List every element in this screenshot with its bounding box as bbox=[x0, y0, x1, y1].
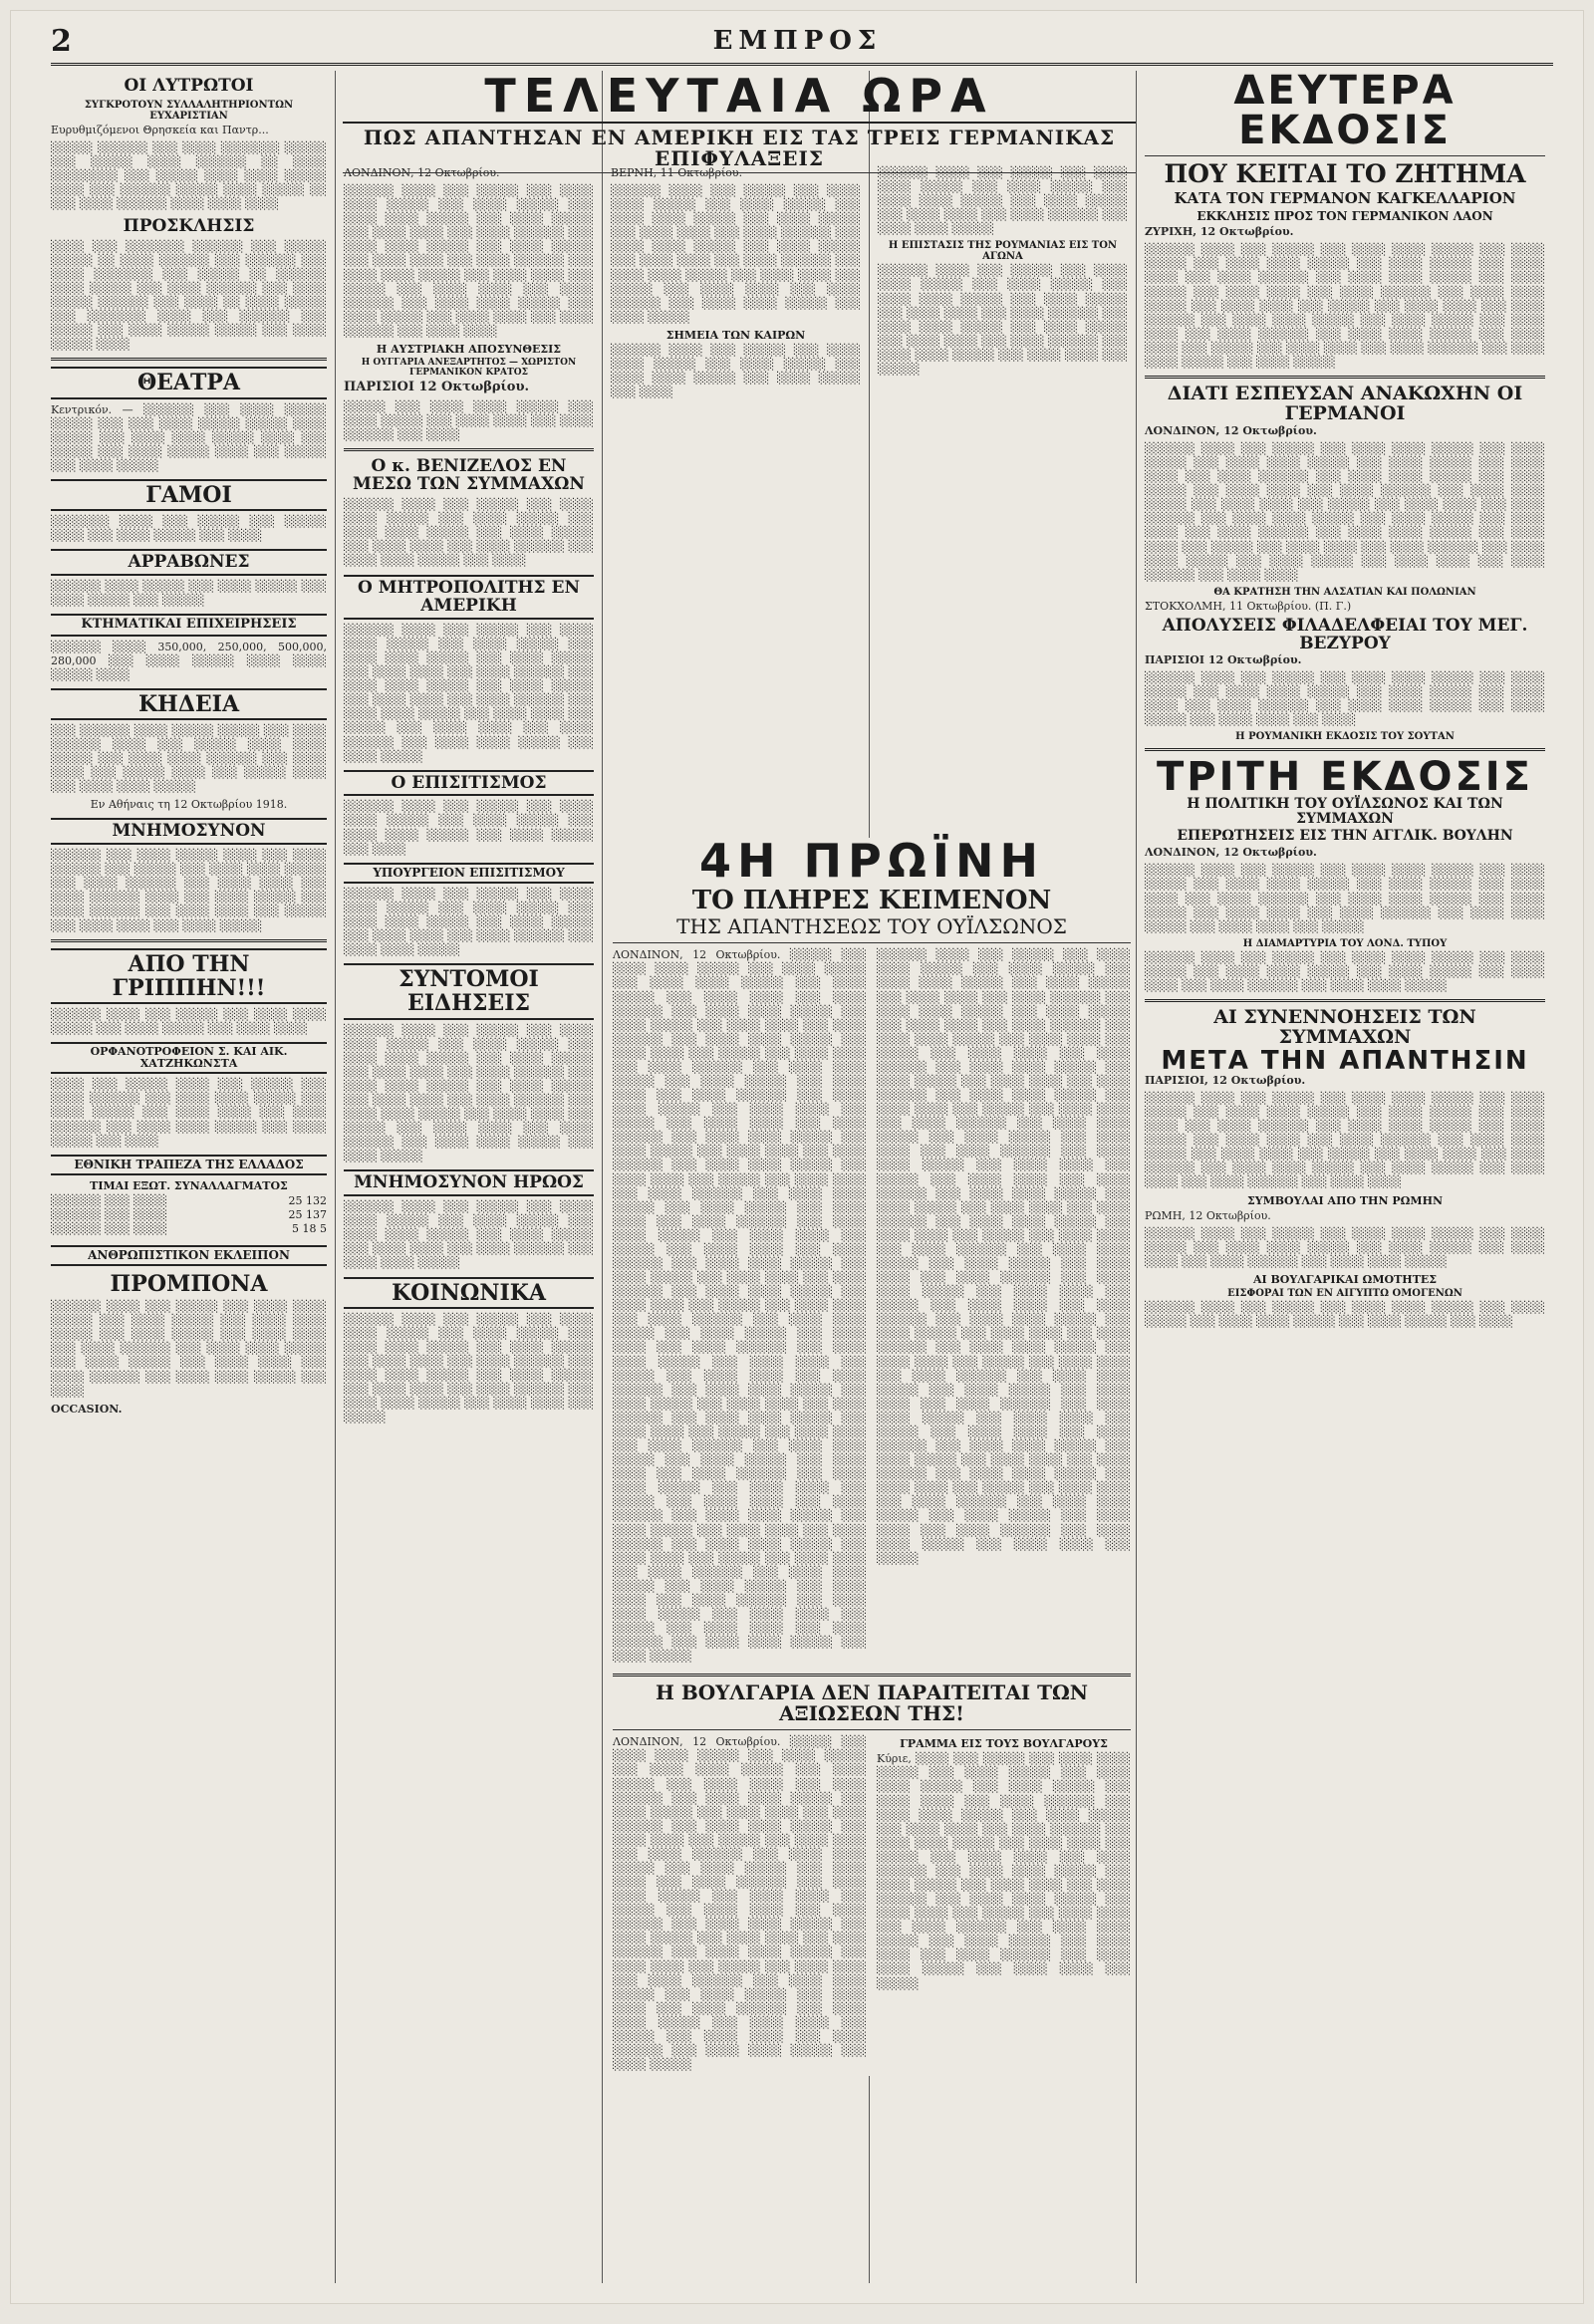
heading-pliris-keimenon: ΤΟ ΠΛΗΡΕΣ ΚΕΙΜΕΝΟΝ bbox=[691, 886, 1052, 915]
heading-synennoiseis: ΑΙ ΣΥΝΕΝΝΟΗΣΕΙΣ ΤΩΝ ΣΥΜΜΑΧΩΝ bbox=[1213, 1006, 1476, 1048]
heading-eperotiseis: ΕΠΕΡΩΤΗΣΕΙΣ ΕΙΣ ΤΗΝ ΑΓΓΛΙΚ. ΒΟΥΛΗΝ bbox=[1177, 828, 1513, 845]
heading-episitismos: Ο ΕΠΙΣΙΤΙΣΜΟΣ bbox=[344, 770, 594, 797]
mid-span: 4Η ΠΡΩΪΝΗ ΤΟ ΠΛΗΡΕΣ ΚΕΙΜΕΝΟΝ ΤΗΣ ΑΠΑΝΤΗΣΕΩΣ ΤΟΥ ΟΥΪΛΣΩΝΟΣ ΛΟΝΔΙΝΟΝ, 12 Οκτωβρίου. ░░░░░ ░░░ ░░░░ ░░░░ ░░░░░ ░░░ ░░░░ ░░░░░ ░░░ ░░░░ ░░░░ ░░░░░ ░░░ ░░░░ ░░░░░ ░░░ ░░░░ ░░░░ ░░░ ░░░░ ░░░░░░ ░░░ ░░░░ ░░░░ ░░░░░ ░░░ ░░░░ ░░░░░ ░░░ ░░░░ ░░░░ ░░░ ░░░░ ░░░░░░ ░░░ ░░░░ ░░░░ ░░░░░ ░░░ ░░░░ ░░░░ ░░░ ░░░░░ ░░░ ░░░░ ░░░░ ░░░ ░░░░ ░░░░░░ ░░░ ░░░░ ░░░░ ░░░░░ ░░░ ░░░░ ░░░░░ ░░░ ░░░░ ░░░░ ░░░ ░░░░ ░░░░░░ ░░░ ░░░░ ░░░░ ░░░░░ ░░░ ░░░░ ░░░░ ░░░ ░░░░░ ░░░ ░░░░ ░░░░ ░░░ ░░░░ ░░░░░░ ░░░ ░░░░ ░░░░ ░░░░░ ░░░ ░░░░ ░░░░░ ░░░ ░░░░ ░░░░ ░░░ ░░░░ ░░░░░░ ░░░ ░░░░ ░░░░ ░░░░░ ░░░ ░░░░ ░░░░ ░░░ ░░░░░ ░░░ ░░░░ ░░░░ ░░░ ░░░░ ░░░░░░ ░░░ ░░░░ ░░░░ ░░░░░ ░░░ ░░░░ ░░░░░ ░░░ ░░░░ ░░░░ ░░░ ░░░░ ░░░░░░ ░░░ ░░░░ ░░░░ ░░░░░ ░░░ ░░░░ ░░░░ ░░░ ░░░░░ ░░░ ░░░░ ░░░░ ░░░ ░░░░ ░░░░░░ ░░░ ░░░░ ░░░░ ░░░░░ ░░░ ░░░░ ░░░░░ ░░░ ░░░░ ░░░░ ░░░ ░░░░ ░░░░░░ ░░░ ░░░░ ░░░░ ░░░░░ ░░░ ░░░░ ░░░░ ░░░ ░░░░░ ░░░ ░░░░ ░░░░ ░░░ ░░░░ ░░░░░░ ░░░ ░░░░ ░░░░ ░░░░░ ░░░ ░░░░ ░░░░░ ░░░ ░░░░ ░░░░ ░░░ ░░░░ ░░░░░░ ░░░ ░░░░ ░░░░ ░░░░░ ░░░ ░░░░ ░░░░ ░░░ ░░░░░ ░░░ ░░░░ ░░░░ ░░░ ░░░░ ░░░░░░ ░░░ ░░░░ ░░░░ ░░░░░ ░░░ ░░░░ ░░░░░ ░░░ ░░░░ ░░░░ ░░░ ░░░░ ░░░░░░ ░░░ ░░░░ ░░░░ ░░░░░ ░░░ ░░░░ ░░░░ ░░░ ░░░░░ ░░░ ░░░░ ░░░░ ░░░ ░░░░ ░░░░░░ ░░░ ░░░░ ░░░░ ░░░░░ ░░░ ░░░░ ░░░░░ ░░░ ░░░░ ░░░░ ░░░ ░░░░ ░░░░░░ ░░░ ░░░░ ░░░░ ░░░░░ ░░░ ░░░░ ░░░░ ░░░ ░░░░░ ░░░ ░░░░ ░░░░ ░░░ ░░░░ ░░░░░░ ░░░ ░░░░ ░░░░ ░░░░░ ░░░ ░░░░ ░░░░░ ░░░ ░░░░ ░░░░ ░░░ ░░░░ ░░░░░░ ░░░ ░░░░ ░░░░ ░░░░░ ░░░ ░░░░ ░░░░ ░░░ ░░░░░ ░░░ ░░░░ ░░░░ ░░░ ░░░░ ░░░░░░ ░░░ ░░░░ ░░░░ ░░░░░ ░░░ ░░░░ ░░░░░ ░░░ ░░░░ ░░░░ ░░░ ░░░░ ░░░░░░ ░░░ ░░░░ ░░░░ ░░░░░ ░░░ ░░░░ ░░░░ ░░░ ░░░░░ ░░░ ░░░░ ░░░░ ░░░ ░░░░ ░░░░░░ ░░░ ░░░░ ░░░░ ░░░░░ ░░░ ░░░░ ░░░░░ ░░░░░░ ░░░░ ░░░ ░░░░░ ░░░ ░░░░ ░░░░ ░░░░░ ░░░ ░░░░ ░░░░░ ░░░ ░░░░ ░░░░ ░░░░░ ░░░ ░░░░ ░░░░░ ░░░ ░░░░ ░░░░ ░░░ ░░░░ ░░░░░░ ░░░ ░░░░ ░░░░ ░░░░░ ░░░ ░░░░ ░░░░░ ░░░ ░░░░ ░░░░ ░░░ ░░░░ ░░░░░░ ░░░ ░░░░ ░░░░ ░░░░░ ░░░ ░░░░ ░░░░ ░░░ ░░░░░ ░░░ ░░░░ ░░░░ ░░░ ░░░░ ░░░░░░ ░░░ ░░░░ ░░░░ ░░░░░ ░░░ ░░░░ ░░░░░ ░░░ ░░░░ ░░░░ ░░░ ░░░░ ░░░░░░ ░░░ ░░░░ ░░░░ ░░░░░ ░░░ ░░░░ ░░░░ ░░░ ░░░░░ ░░░ ░░░░ ░░░░ ░░░ ░░░░ ░░░░░░ ░░░ ░░░░ ░░░░ ░░░░░ ░░░ ░░░░ ░░░░░ ░░░ ░░░░ ░░░░ ░░░ ░░░░ ░░░░░░ ░░░ ░░░░ ░░░░ ░░░░░ ░░░ ░░░░ ░░░░ ░░░ ░░░░░ ░░░ ░░░░ ░░░░ ░░░ ░░░░ ░░░░░░ ░░░ ░░░░ ░░░░ ░░░░░ ░░░ ░░░░ ░░░░░ ░░░ ░░░░ ░░░░ ░░░ ░░░░ ░░░░░░ ░░░ ░░░░ ░░░░ ░░░░░ ░░░ ░░░░ ░░░░ ░░░ ░░░░░ ░░░ ░░░░ ░░░░ ░░░ ░░░░ ░░░░░░ ░░░ ░░░░ ░░░░ ░░░░░ ░░░ ░░░░ ░░░░░ ░░░ ░░░░ ░░░░ ░░░ ░░░░ ░░░░░░ ░░░ ░░░░ ░░░░ ░░░░░ ░░░ ░░░░ ░░░░ ░░░ ░░░░░ ░░░ ░░░░ ░░░░ ░░░ ░░░░ ░░░░░░ ░░░ ░░░░ ░░░░ ░░░░░ ░░░ ░░░░ ░░░░░ ░░░ ░░░░ ░░░░ ░░░ ░░░░ ░░░░░░ ░░░ ░░░░ ░░░░ ░░░░░ ░░░ ░░░░ ░░░░ ░░░ ░░░░░ ░░░ ░░░░ ░░░░ ░░░ ░░░░ ░░░░░░ ░░░ ░░░░ ░░░░ ░░░░░ ░░░ ░░░░ ░░░░░ ░░░ ░░░░ ░░░░ ░░░ ░░░░ ░░░░░░ ░░░ ░░░░ ░░░░ ░░░░░ ░░░ ░░░░ ░░░░ ░░░ ░░░░░ ░░░ ░░░░ ░░░░ ░░░ ░░░░ ░░░░░░ ░░░ ░░░░ ░░░░ ░░░░░ ░░░ ░░░░ ░░░░░ ░░░ ░░░░ ░░░░ ░░░ ░░░░ ░░░░░░ ░░░ ░░░░ ░░░░ ░░░░░ ░░░ ░░░░ ░░░░ ░░░ ░░░░░ ░░░ ░░░░ ░░░░ ░░░ ░░░░ ░░░░░░ ░░░ ░░░░ ░░░░ ░░░░░ ░░░ ░░░░ ░░░░░ ░░░ ░░░░ ░░░░ ░░░ ░░░░ ░░░░░░ ░░░ ░░░░ ░░░░ ░░░░░ ░░░ ░░░░ ░░░░ ░░░ ░░░░░ Η ΒΟΥΛΓΑΡΙΑ ΔΕΝ ΠΑΡΑΙΤΕΙΤΑΙ ΤΩΝ ΑΞΙΩΣΕΩΝ ΤΗΣ! ΛΟΝΔΙΝΟΝ, 12 Οκτωβρίου. ░░░░░ ░░░ ░░░░ ░░░░ ░░░░░ ░░░ ░░░░ ░░░░░ ░░░ ░░░░ ░░░░ ░░░░░ ░░░ ░░░░ ░░░░░ ░░░ ░░░░ ░░░░ ░░░ ░░░░ ░░░░░░ ░░░ ░░░░ ░░░░ ░░░░░ ░░░ ░░░░ ░░░░░ ░░░ ░░░░ ░░░░ ░░░ ░░░░ ░░░░░░ ░░░ ░░░░ ░░░░ ░░░░░ ░░░ ░░░░ ░░░░ ░░░ ░░░░░ ░░░ ░░░░ ░░░░ ░░░ ░░░░ ░░░░░░ ░░░ ░░░░ ░░░░ ░░░░░ ░░░ ░░░░ ░░░░░ ░░░ ░░░░ ░░░░ ░░░ ░░░░ ░░░░░░ ░░░ ░░░░ ░░░░ ░░░░░ ░░░ ░░░░ ░░░░ ░░░ ░░░░░ ░░░ ░░░░ ░░░░ ░░░ ░░░░ ░░░░░░ ░░░ ░░░░ ░░░░ ░░░░░ ░░░ ░░░░ ░░░░░ ░░░ ░░░░ ░░░░ ░░░ ░░░░ ░░░░░░ ░░░ ░░░░ ░░░░ ░░░░░ ░░░ ░░░░ ░░░░ ░░░ ░░░░░ ░░░ ░░░░ ░░░░ ░░░ ░░░░ ░░░░░░ ░░░ ░░░░ ░░░░ ░░░░░ ░░░ ░░░░ ░░░░░ ░░░ ░░░░ ░░░░ ░░░ ░░░░ ░░░░░░ ░░░ ░░░░ ░░░░ ░░░░░ ░░░ ░░░░ ░░░░ ░░░ ░░░░░ ░░░ ░░░░ ░░░░ ░░░ ░░░░ ░░░░░░ ░░░ ░░░░ ░░░░ ░░░░░ ░░░ ░░░░ ░░░░░ ΓΡΑΜΜΑ ΕΙΣ ΤΟΥΣ ΒΟΥΛΓΑΡΟΥΣ Κύριε, ░░░░ ░░░ ░░░░░ ░░░ ░░░░ ░░░░ ░░░░░ ░░░ ░░░░ ░░░░░ ░░░ ░░░░ ░░░░ ░░░░░ ░░░ ░░░░ ░░░░░ ░░░ ░░░░ ░░░░ ░░░ ░░░░ ░░░░░░ ░░░ ░░░░ ░░░░ ░░░░░ ░░░ ░░░░ ░░░░░ ░░░ ░░░░ ░░░░ ░░░ ░░░░ ░░░░░░ ░░░ ░░░░ ░░░░ ░░░░░ ░░░ ░░░░ ░░░░ ░░░ ░░░░░ ░░░ ░░░░ ░░░░ ░░░ ░░░░ ░░░░░░ ░░░ ░░░░ ░░░░ ░░░░░ ░░░ ░░░░ ░░░░░ ░░░ ░░░░ ░░░░ ░░░ ░░░░ ░░░░░░ ░░░ ░░░░ ░░░░ ░░░░░ ░░░ ░░░░ ░░░░ ░░░ ░░░░░ ░░░ ░░░░ ░░░░ ░░░ ░░░░ ░░░░░░ ░░░ ░░░░ ░░░░ ░░░░░ ░░░ ░░░░ ░░░░░ ░░░ ░░░░ ░░░░ ░░░ ░░░░ ░░░░░░ ░░░ ░░░░ ░░░░ ░░░░░ ░░░ ░░░░ ░░░░ ░░░ ░░░░░ bbox=[613, 838, 1131, 2076]
heading-voulgaria: Η ΒΟΥΛΓΑΡΙΑ ΔΕΝ ΠΑΡΑΙΤΕΙΤΑΙ ΤΩΝ ΑΞΙΩΣΕΩΝ ΤΗΣ! bbox=[655, 1680, 1089, 1726]
heading-teleutaia-ora: ΤΕΛΕΥΤΑΙΑ ΩΡΑ bbox=[343, 73, 1136, 124]
heading-voulgarikai: ΑΙ ΒΟΥΛΓΑΡΙΚΑΙ ΩΜΟΤΗΤΕΣ bbox=[1252, 1272, 1438, 1286]
heading-mitropolitis: Ο ΜΗΤΡΟΠΟΛΙΤΗΣ ΕΝ ΑΜΕΡΙΚΗ bbox=[344, 575, 594, 620]
heading-austriaki: Η ΑΥΣΤΡΙΑΚΗ ΑΠΟΣΥΝΘΕΣΙΣ bbox=[376, 342, 562, 356]
heading-prompona: ΠΡΟΜΠΟΝΑ bbox=[110, 1270, 268, 1297]
londinon3-dateline: ΛΟΝΔΙΝΟΝ, 12 Οκτωβρίου. bbox=[1145, 846, 1317, 860]
heading-ethniki-trapeza: ΕΘΝΙΚΗ ΤΡΑΠΕΖΑ ΤΗΣ ΕΛΛΑΔΟΣ bbox=[51, 1155, 327, 1175]
londinon2-dateline: ΛΟΝΔΙΝΟΝ, 12 Οκτωβρίου. bbox=[1145, 423, 1317, 437]
newspaper-page bbox=[10, 10, 1584, 2304]
heading-krataio: ΘΑ ΚΡΑΤΗΣΗ ΤΗΝ ΑΛΣΑΤΙΑΝ ΚΑΙ ΠΟΛΩΝΙΑΝ bbox=[1213, 586, 1476, 598]
heading-rosmaniki: Η ΡΟΥΜΑΝΙΚΗ ΕΚΔΟΣΙΣ ΤΟΥ ΣΟΥΤΑΝ bbox=[1235, 730, 1455, 742]
heading-ktimatikai: ΚΤΗΜΑΤΙΚΑΙ ΕΠΙΧΕΙΡΗΣΕΙΣ bbox=[51, 614, 327, 636]
heading-lytrotoi-sub: ΣΥΓΚΡΟΤΟΥΝ ΣΥΛΛΑΛΗΤΗΡΙΟΝΤΩΝ ΕΥΧΑΡΙΣΤΙΑΝ bbox=[84, 99, 294, 122]
berni-dateline: ΒΕΡΝΗ, 11 Οκτωβρίου. bbox=[611, 166, 743, 179]
heading-diamartyria: Η ΔΙΑΜΑΡΤΥΡΙΑ ΤΟΥ ΛΟΝΔ. ΤΥΠΟΥ bbox=[1242, 937, 1448, 949]
zyrixi-dateline: ΖΥΡΙΧΗ, 12 Οκτωβρίου. bbox=[1145, 225, 1294, 239]
parisioi2-dateline: ΠΑΡΙΣΙΟΙ 12 Οκτωβρίου. bbox=[1145, 652, 1302, 666]
heading-meta-tin: ΜΕΤΑ ΤΗΝ ΑΠΑΝΤΗΣΙΝ bbox=[1161, 1045, 1529, 1076]
heading-roumania: Η ΕΠΙΣΤΑΣΙΣ ΤΗΣ ΡΟΥΜΑΝΙΑΣ ΕΙΣ ΤΟΝ ΑΓΩΝΑ bbox=[888, 240, 1118, 263]
heading-mnimosynon-iroos: ΜΝΗΜΟΣΥΝΟΝ ΗΡΩΟΣ bbox=[344, 1169, 594, 1196]
heading-prosklisis: ΠΡΟΣΚΛΗΣΙΣ bbox=[123, 216, 255, 237]
heading-mnimosynon: ΜΝΗΜΟΣΥΝΟΝ bbox=[51, 818, 327, 845]
heading-anthropistiki: ΑΝΘΡΩΠΙΣΤΙΚΟΝ ΕΚΛΕΙΠΟΝ bbox=[51, 1245, 327, 1266]
lytrotoi-lead: Ευρυθμιζόμενοι Θρησκεία και Παντρ... bbox=[51, 123, 269, 136]
stokolmi-dateline: ΣΤΟΚΧΟΛΜΗ, 11 Οκτωβρίου. (Π. Γ.) bbox=[1145, 599, 1352, 613]
heading-timai: ΤΙΜΑΙ ΕΞΩΤ. ΣΥΝΑΛΛΑΓΜΑΤΟΣ bbox=[90, 1178, 288, 1192]
date-line: Εν Αθήναις τη 12 Οκτωβρίου 1918. bbox=[90, 798, 288, 812]
heading-eklisis: ΕΚΚΛΗΣΙΣ ΠΡΟΣ ΤΟΝ ΓΕΡΜΑΝΙΚΟΝ ΛΑΟΝ bbox=[1196, 209, 1493, 224]
heading-lytrotoi: ΟΙ ΛΥΤΡΩΤΟΙ bbox=[124, 76, 254, 96]
heading-politiki: Η ΠΟΛΙΤΙΚΗ ΤΟΥ ΟΥΪΛΣΩΝΟΣ ΚΑΙ ΤΩΝ ΣΥΜΜΑΧΩΝ bbox=[1187, 795, 1503, 827]
top-span bbox=[343, 69, 1136, 173]
parisioi3-dateline: ΠΑΡΙΣΙΟΙ, 12 Οκτωβρίου. bbox=[1145, 1073, 1306, 1087]
heading-gramma: ΓΡΑΜΜΑ ΕΙΣ ΤΟΥΣ ΒΟΥΛΓΑΡΟΥΣ bbox=[900, 1737, 1108, 1751]
heading-amerikh: ΠΩΣ ΑΠΑΝΤΗΣΑΝ ΕΝ ΑΜΕΡΙΚΗ ΕΙΣ ΤΑΣ ΤΡΕΙΣ ΓΕΡΜΑΝΙΚΑΣ ΕΠΙΦΥΛΑΞΕΙΣ bbox=[343, 128, 1136, 173]
romi-dateline: ΡΩΜΗ, 12 Οκτωβρίου. bbox=[1145, 1208, 1271, 1222]
heading-simeia: ΣΗΜΕΙΑ ΤΩΝ ΚΑΙΡΩΝ bbox=[665, 328, 806, 342]
heading-ougkaria: Η ΟΥΓΓΑΡΙΑ ΑΝΕΞΑΡΤΗΤΟΣ — ΧΩΡΙΣΤΟΝ ΓΕΡΜΑΝΙΚΟΝ ΚΡΑΤΟΣ bbox=[361, 357, 577, 378]
heading-kata-ton: ΚΑΤΑ ΤΟΝ ΓΕΡΜΑΝΟΝ ΚΑΓΚΕΛΛΑΡΙΟΝ bbox=[1174, 189, 1516, 208]
heading-triti-ekdosis: ΤΡΙΤΗ ΕΚΔΟΣΙΣ bbox=[1157, 753, 1533, 800]
masthead bbox=[51, 19, 1553, 66]
parisioi-dateline: ΠΑΡΙΣΙΟΙ 12 Οκτωβρίου. bbox=[344, 379, 530, 394]
occasion-line: OCCASION. bbox=[51, 1402, 123, 1416]
page-number: 2 bbox=[51, 23, 72, 59]
heading-arravones: ΑΡΡΑΒΩΝΕΣ bbox=[51, 549, 327, 576]
heading-eisfora: ΕΙΣΦΟΡΑΙ ΤΩΝ ΕΝ ΑΙΓΥΠΤΩ ΟΜΟΓΕΝΩΝ bbox=[1227, 1287, 1462, 1299]
kiries-salutation: Κύριε, bbox=[877, 1752, 912, 1766]
heading-pou-keitai: ΠΟΥ ΚΕΙΤΑΙ ΤΟ ΖΗΤΗΜΑ bbox=[1164, 159, 1526, 188]
heading-syntomoi: ΣΥΝΤΟΜΟΙ ΕΙΔΗΣΕΙΣ bbox=[344, 963, 594, 1019]
column-4: ░░░░░░ ░░░░ ░░░ ░░░░░ ░░░ ░░░░ ░░░░ ░░░░░ ░░░ ░░░░ ░░░░░ ░░░ ░░░░ ░░░░ ░░░░░ ░░░ ░░░░ ░░░░░ ░░░ ░░░░ ░░░░ ░░░ ░░░░ ░░░░░░ ░░░ ░░░░ ░░░░ ░░░░░ Η ΕΠΙΣΤΑΣΙΣ ΤΗΣ ΡΟΥΜΑΝΙΑΣ ΕΙΣ ΤΟΝ ΑΓΩΝΑ ░░░░░░ ░░░░ ░░░ ░░░░░ ░░░ ░░░░ ░░░░ ░░░░░ ░░░ ░░░░ ░░░░░ ░░░ ░░░░ ░░░░ ░░░░░ ░░░ ░░░░ ░░░░░ ░░░ ░░░░ ░░░░ ░░░ ░░░░ ░░░░░░ ░░░ ░░░░ ░░░░ ░░░░░ ░░░ ░░░░ ░░░░░ ░░░ ░░░░ ░░░░ ░░░ ░░░░ ░░░░░░ ░░░ ░░░░ ░░░░ ░░░░░ ░░░ ░░░░ ░░░░ ░░░ ░░░░░ bbox=[869, 71, 1136, 2283]
heading-diati: ΔΙΑΤΙ ΕΣΠΕΥΣΑΝ ΑΝΑΚΩΧΗΝ ΟΙ ΓΕΡΜΑΝΟΙ bbox=[1167, 383, 1523, 424]
heading-koinonika: ΚΟΙΝΩΝΙΚΑ bbox=[344, 1277, 594, 1309]
paper-name: ΕΜΠΡΟΣ bbox=[712, 26, 883, 56]
heading-gripi: ΑΠΟ ΤΗΝ ΓΡΙΠΠΗΝ!!! bbox=[51, 948, 327, 1004]
heading-apantisis: ΤΗΣ ΑΠΑΝΤΗΣΕΩΣ ΤΟΥ ΟΥΪΛΣΩΝΟΣ bbox=[676, 914, 1067, 939]
heading-4i-proini: 4Η ΠΡΩΪΝΗ bbox=[699, 834, 1044, 888]
heading-kideia: ΚΗΔΕΙΑ bbox=[51, 688, 327, 720]
heading-deutera-ekdosis: ΔΕΥΤΕΡΑ ΕΚΔΟΣΙΣ bbox=[1233, 71, 1457, 153]
heading-gamoi: ΓΑΜΟΙ bbox=[51, 479, 327, 511]
heading-orfanotrofeion: ΟΡΦΑΝΟΤΡΟΦΕΙΟΝ Σ. ΚΑΙ ΑΙΚ. ΧΑΤΖΗΚΩΝΣΤΑ bbox=[51, 1042, 327, 1074]
londinon-dateline: ΛΟΝΔΙΝΟΝ, 12 Οκτωβρίου. bbox=[344, 166, 500, 179]
heading-venizelos: Ο κ. ΒΕΝΙΖΕΛΟΣ ΕΝ ΜΕΣΩ ΤΩΝ ΣΥΜΜΑΧΩΝ bbox=[353, 455, 585, 495]
column-5: ΔΕΥΤΕΡΑ ΕΚΔΟΣΙΣ ΠΟΥ ΚΕΙΤΑΙ ΤΟ ΖΗΤΗΜΑ ΚΑΤΑ ΤΟΝ ΓΕΡΜΑΝΟΝ ΚΑΓΚΕΛΛΑΡΙΟΝ ΕΚΚΛΗΣΙΣ ΠΡΟΣ ΤΟΝ ΓΕΡΜΑΝΙΚΟΝ ΛΑΟΝ ΖΥΡΙΧΗ, 12 Οκτωβρίου. ░░░░░░ ░░░░ ░░░ ░░░░░ ░░░ ░░░░ ░░░░ ░░░░░ ░░░ ░░░░ ░░░░░ ░░░ ░░░░ ░░░░ ░░░░░ ░░░ ░░░░ ░░░░░ ░░░ ░░░░ ░░░░ ░░░ ░░░░ ░░░░░░ ░░░ ░░░░ ░░░░ ░░░░░ ░░░ ░░░░ ░░░░░ ░░░ ░░░░ ░░░░ ░░░ ░░░░ ░░░░░░ ░░░ ░░░░ ░░░░ ░░░░░ ░░░ ░░░░ ░░░░ ░░░ ░░░░░ ░░░ ░░░░ ░░░░ ░░░ ░░░░ ░░░░░░ ░░░ ░░░░ ░░░░ ░░░░░ ░░░ ░░░░ ░░░░░ ░░░ ░░░░ ░░░░ ░░░ ░░░░ ░░░░░░ ░░░ ░░░░ ░░░░ ░░░░░ ░░░ ░░░░ ░░░░ ░░░ ░░░░░ ░░░ ░░░░ ░░░░ ░░░ ░░░░ ░░░░░░ ░░░ ░░░░ ░░░░ ░░░░░ ░░░ ░░░░ ░░░░░ ΔΙΑΤΙ ΕΣΠΕΥΣΑΝ ΑΝΑΚΩΧΗΝ ΟΙ ΓΕΡΜΑΝΟΙ ΛΟΝΔΙΝΟΝ, 12 Οκτωβρίου. ░░░░░░ ░░░░ ░░░ ░░░░░ ░░░ ░░░░ ░░░░ ░░░░░ ░░░ ░░░░ ░░░░░ ░░░ ░░░░ ░░░░ ░░░░░ ░░░ ░░░░ ░░░░░ ░░░ ░░░░ ░░░░ ░░░ ░░░░ ░░░░░░ ░░░ ░░░░ ░░░░ ░░░░░ ░░░ ░░░░ ░░░░░ ░░░ ░░░░ ░░░░ ░░░ ░░░░ ░░░░░░ ░░░ ░░░░ ░░░░ ░░░░░ ░░░ ░░░░ ░░░░ ░░░ ░░░░░ ░░░ ░░░░ ░░░░ ░░░ ░░░░ ░░░░░░ ░░░ ░░░░ ░░░░ ░░░░░ ░░░ ░░░░ ░░░░░ ░░░ ░░░░ ░░░░ ░░░ ░░░░ ░░░░░░ ░░░ ░░░░ ░░░░ ░░░░░ ░░░ ░░░░ ░░░░ ░░░ ░░░░░ ░░░ ░░░░ ░░░░ ░░░ ░░░░ ░░░░░░ ░░░ ░░░░ ░░░░ ░░░░░ ░░░ ░░░░ ░░░░░ ░░░ ░░░░ ░░░░ ░░░ ░░░░ ░░░░░░ ░░░ ░░░░ ░░░░ ΘΑ ΚΡΑΤΗΣΗ ΤΗΝ ΑΛΣΑΤΙΑΝ ΚΑΙ ΠΟΛΩΝΙΑΝ ΣΤΟΚΧΟΛΜΗ, 11 Οκτωβρίου. (Π. Γ.) ΑΠΟΛΥΣΕΙΣ ΦΙΛΑΔΕΛΦΕΙΑΙ ΤΟΥ ΜΕΓ. ΒΕΖΥΡΟΥ ΠΑΡΙΣΙΟΙ 12 Οκτωβρίου. ░░░░░░ ░░░░ ░░░ ░░░░░ ░░░ ░░░░ ░░░░ ░░░░░ ░░░ ░░░░ ░░░░░ ░░░ ░░░░ ░░░░ ░░░░░ ░░░ ░░░░ ░░░░░ ░░░ ░░░░ ░░░░ ░░░ ░░░░ ░░░░░░ ░░░ ░░░░ ░░░░ ░░░░░ ░░░ ░░░░ ░░░░░ ░░░ ░░░░ ░░░░ ░░░ ░░░░ Η ΡΟΥΜΑΝΙΚΗ ΕΚΔΟΣΙΣ ΤΟΥ ΣΟΥΤΑΝ ΤΡΙΤΗ ΕΚΔΟΣΙΣ Η ΠΟΛΙΤΙΚΗ ΤΟΥ ΟΥΪΛΣΩΝΟΣ ΚΑΙ ΤΩΝ ΣΥΜΜΑΧΩΝ ΕΠΕΡΩΤΗΣΕΙΣ ΕΙΣ ΤΗΝ ΑΓΓΛΙΚ. ΒΟΥΛΗΝ ΛΟΝΔΙΝΟΝ, 12 Οκτωβρίου. ░░░░░░ ░░░░ ░░░ ░░░░░ ░░░ ░░░░ ░░░░ ░░░░░ ░░░ ░░░░ ░░░░░ ░░░ ░░░░ ░░░░ ░░░░░ ░░░ ░░░░ ░░░░░ ░░░ ░░░░ ░░░░ ░░░ ░░░░ ░░░░░░ ░░░ ░░░░ ░░░░ ░░░░░ ░░░ ░░░░ ░░░░░ ░░░ ░░░░ ░░░░ ░░░ ░░░░ ░░░░░░ ░░░ ░░░░ ░░░░ ░░░░░ ░░░ ░░░░ ░░░░ ░░░ ░░░░░ Η ΔΙΑΜΑΡΤΥΡΙΑ ΤΟΥ ΛΟΝΔ. ΤΥΠΟΥ ░░░░░░ ░░░░ ░░░ ░░░░░ ░░░ ░░░░ ░░░░ ░░░░░ ░░░ ░░░░ ░░░░░ ░░░ ░░░░ ░░░░ ░░░░░ ░░░ ░░░░ ░░░░░ ░░░ ░░░░ ░░░░ ░░░ ░░░░ ░░░░░░ ░░░ ░░░░ ░░░░ ░░░░░ ΑΙ ΣΥΝΕΝΝΟΗΣΕΙΣ ΤΩΝ ΣΥΜΜΑΧΩΝ ΜΕΤΑ ΤΗΝ ΑΠΑΝΤΗΣΙΝ ΠΑΡΙΣΙΟΙ, 12 Οκτωβρίου. ░░░░░░ ░░░░ ░░░ ░░░░░ ░░░ ░░░░ ░░░░ ░░░░░ ░░░ ░░░░ ░░░░░ ░░░ ░░░░ ░░░░ ░░░░░ ░░░ ░░░░ ░░░░░ ░░░ ░░░░ ░░░░ ░░░ ░░░░ ░░░░░░ ░░░ ░░░░ ░░░░ ░░░░░ ░░░ ░░░░ ░░░░░ ░░░ ░░░░ ░░░░ ░░░ ░░░░ ░░░░░░ ░░░ ░░░░ ░░░░ ░░░░░ ░░░ ░░░░ ░░░░ ░░░ ░░░░░ ░░░ ░░░░ ░░░░ ░░░ ░░░░ ░░░░░░ ░░░ ░░░░ ░░░░ ░░░░░ ░░░ ░░░░ ░░░░░ ░░░ ░░░░ ░░░░ ░░░ ░░░░ ░░░░░░ ░░░ ░░░░ ░░░░ ΣΥΜΒΟΥΛΑΙ ΑΠΟ ΤΗΝ ΡΩΜΗΝ ΡΩΜΗ, 12 Οκτωβρίου. ░░░░░░ ░░░░ ░░░ ░░░░░ ░░░ ░░░░ ░░░░ ░░░░░ ░░░ ░░░░ ░░░░░ ░░░ ░░░░ ░░░░ ░░░░░ ░░░ ░░░░ ░░░░░ ░░░ ░░░░ ░░░░ ░░░ ░░░░ ░░░░░░ ░░░ ░░░░ ░░░░ ░░░░░ ΑΙ ΒΟΥΛΓΑΡΙΚΑΙ ΩΜΟΤΗΤΕΣ ΕΙΣΦΟΡΑΙ ΤΩΝ ΕΝ ΑΙΓΥΠΤΩ ΟΜΟΓΕΝΩΝ ░░░░░░ ░░░░ ░░░ ░░░░░ ░░░ ░░░░ ░░░░ ░░░░░ ░░░ ░░░░ ░░░░░ ░░░ ░░░░ ░░░░ ░░░░░ ░░░ ░░░░ ░░░░░ ░░░ ░░░░ bbox=[1136, 71, 1553, 2283]
column-1: ΟΙ ΛΥΤΡΩΤΟΙ ΣΥΓΚΡΟΤΟΥΝ ΣΥΛΛΑΛΗΤΗΡΙΟΝΤΩΝ ΕΥΧΑΡΙΣΤΙΑΝ Ευρυθμιζόμενοι Θρησκεία και Παντρ... ░░░░░ ░░░░░░ ░░░ ░░░░ ░░░░░░░ ░░░░░ ░░░ ░░░░░ ░░░░ ░░░░░░ ░░ ░░░░ ░░░░░░░░ ░░░ ░░░░░ ░░░░ ░░░░ ░░░░░ ░░░░ ░░░ ░░░░░░ ░░░░░ ░░░░ ░░░░░ ░░ ░░░ ░░░░ ░░░░░░ ░░░░ ░░░░ ░░░░ ΠΡΟΣΚΛΗΣΙΣ ░░░░ ░░░ ░░░░░░░ ░░░░░░ ░░░ ░░░░░ ░░░░░ ░░ ░░░░ ░░░░░░ ░░░ ░░░░░░ ░░░ ░░░░ ░░░░░░░ ░░░ ░░░░░ ░░ ░░░░░░ ░░░░ ░░░░░ ░░░ ░░░░ ░░░░░░ ░░░ ░░░░ ░░░░░ ░░░░░░ ░░░ ░░░░ ░░ ░░░░ ░░░░░ ░░░ ░░░░░░░ ░░░░ ░░░ ░░░░░░ ░░░ ░░░░░ ░░░ ░░░░ ░░░░░ ░░░░░ ░░░ ░░░░ ░░░░░ ░░░░ ΘΕΑΤΡΑ Κεντρικόν. — ░░░░░░ ░░░ ░░░░ ░░░░░ ░░░░░ ░░░ ░░░ ░░░░ ░░░░░ ░░░░░ ░░░░ ░░░░░ ░░░ ░░░░ ░░░░ ░░░░░ ░░░░ ░░░ ░░░░░ ░░░ ░░░░ ░░░░░ ░░░░ ░░░ ░░░░░ ░░░ ░░░░ ░░░░░ ΓΑΜΟΙ ░░░░░░░ ░░░░ ░░░ ░░░░░ ░░░ ░░░░░ ░░░░ ░░░ ░░░░ ░░░░░ ░░░ ░░░░ ΑΡΡΑΒΩΝΕΣ ░░░░░░ ░░░░ ░░░░░ ░░░ ░░░░ ░░░░░ ░░░ ░░░░ ░░░░░ ░░░ ░░░░░ ΚΤΗΜΑΤΙΚΑΙ ΕΠΙΧΕΙΡΗΣΕΙΣ ░░░░░░ ░░░░ 350,000, 250,000, 500,000, 280,000 ░░░ ░░░░ ░░░░░ ░░░░ ░░░░ ░░░░░ ░░░░ ΚΗΔΕΙΑ ░░░ ░░░░░░ ░░░░ ░░░░░ ░░░░░ ░░░ ░░░░ ░░░░░░ ░░░░ ░░░ ░░░░░ ░░░░ ░░░░ ░░░░░ ░░░ ░░░░ ░░░░ ░░░░░░ ░░░ ░░░░ ░░░░ ░░░ ░░░░░ ░░░░ ░░░ ░░░░░ ░░░░ ░░░ ░░░░ ░░░░ ░░░░░ Εν Αθήναις τη 12 Οκτωβρίου 1918. ΜΝΗΜΟΣΥΝΟΝ ░░░░░░ ░░░ ░░░░ ░░░░░ ░░░░ ░░░ ░░░░ ░░░░░░ ░░░ ░░░░░ ░░░ ░░░░ ░░░░ ░░░░░ ░░░ ░░░░ ░░░░░░ ░░░ ░░░░ ░░░░ ░░░ ░░░░ ░░░░░░ ░░░░ ░░░ ░░░░ ░░░░░ ░░░ ░░░░ ░░░░░░ ░░░ ░░░░ ░░░░ ░░░ ░░░░░ ░░░ ░░░░ ░░░░ ░░░ ░░░░ ░░░░░ ΑΠΟ ΤΗΝ ΓΡΙΠΠΗΝ!!! ░░░░░░ ░░░░ ░░░ ░░░░░ ░░░ ░░░░ ░░░░ ░░░░░ ░░░ ░░░░ ░░░░░ ░░░ ░░░░ ░░░░ ΟΡΦΑΝΟΤΡΟΦΕΙΟΝ Σ. ΚΑΙ ΑΙΚ. ΧΑΤΖΗΚΩΝΣΤΑ ░░░░ ░░░ ░░░░░ ░░░░ ░░░ ░░░░░ ░░░ ░░░░ ░░░░░░ ░░░ ░░░░ ░░░░ ░░░░░ ░░░ ░░░░ ░░░░░ ░░░ ░░░░ ░░░░ ░░░ ░░░░ ░░░░░░ ░░░ ░░░░ ░░░░ ░░░░░ ░░░ ░░░░ ░░░░░ ░░░ ░░░░ ΕΘΝΙΚΗ ΤΡΑΠΕΖΑ ΤΗΣ ΕΛΛΑΔΟΣ ΤΙΜΑΙ ΕΞΩΤ. ΣΥΝΑΛΛΑΓΜΑΤΟΣ ░░░░░░ ░░░ ░░░░ 25 132 ░░░░░░ ░░░ ░░░░ 25 137 ░░░░░░ ░░░ ░░░░ 5 18 5 ΑΝΘΡΩΠΙΣΤΙΚΟΝ ΕΚΛΕΙΠΟΝ ΠΡΟΜΠΟΝΑ ░░░░░░ ░░░░ ░░░ ░░░░░ ░░░ ░░░░ ░░░░ ░░░░░ ░░░ ░░░░ ░░░░░ ░░░ ░░░░ ░░░░ ░░░░░ ░░░ ░░░░ ░░░░░ ░░░ ░░░░ ░░░░ ░░░ ░░░░ ░░░░░░ ░░░ ░░░░ ░░░░ ░░░░░ ░░░ ░░░░ ░░░░░ ░░░ ░░░░ ░░░░ ░░░ ░░░░ ░░░░░░ ░░░ ░░░░ ░░░░ ░░░░░ ░░░ ░░░░ OCCASION. bbox=[51, 76, 327, 1416]
heading-symvoulai: ΣΥΜΒΟΥΛΑΙ ΑΠΟ ΤΗΝ ΡΩΜΗΝ bbox=[1246, 1193, 1444, 1207]
heading-theatra: ΘΕΑΤΡΑ bbox=[51, 367, 327, 398]
heading-ypourgeion: ΥΠΟΥΡΓΕΙΟΝ ΕΠΙΣΙΤΙΣΜΟΥ bbox=[344, 863, 594, 884]
column-3: ΒΕΡΝΗ, 11 Οκτωβρίου. ░░░░░░ ░░░░ ░░░ ░░░░░ ░░░ ░░░░ ░░░░ ░░░░░ ░░░ ░░░░ ░░░░░ ░░░ ░░░░ ░░░░ ░░░░░ ░░░ ░░░░ ░░░░░ ░░░ ░░░░ ░░░░ ░░░ ░░░░ ░░░░░░ ░░░ ░░░░ ░░░░ ░░░░░ ░░░ ░░░░ ░░░░░ ░░░ ░░░░ ░░░░ ░░░ ░░░░ ░░░░░░ ░░░ ░░░░ ░░░░ ░░░░░ ░░░ ░░░░ ░░░░ ░░░ ░░░░░ ░░░ ░░░░ ░░░░ ░░░ ░░░░ ░░░░░░ ░░░ ░░░░ ░░░░ ░░░░░ ░░░ ░░░░ ░░░░░ ΣΗΜΕΙΑ ΤΩΝ ΚΑΙΡΩΝ ░░░░░░ ░░░░ ░░░ ░░░░░ ░░░ ░░░░ ░░░░ ░░░░░ ░░░ ░░░░ ░░░░░ ░░░ ░░░░ ░░░░ ░░░░░ ░░░ ░░░░ ░░░░░ ░░░ ░░░░ bbox=[602, 71, 869, 2283]
column-2: ΛΟΝΔΙΝΟΝ, 12 Οκτωβρίου. ░░░░░░ ░░░░ ░░░ ░░░░░ ░░░ ░░░░ ░░░░ ░░░░░ ░░░ ░░░░ ░░░░░ ░░░ ░░░░ ░░░░ ░░░░░ ░░░ ░░░░ ░░░░░ ░░░ ░░░░ ░░░░ ░░░ ░░░░ ░░░░░░ ░░░ ░░░░ ░░░░ ░░░░░ ░░░ ░░░░ ░░░░░ ░░░ ░░░░ ░░░░ ░░░ ░░░░ ░░░░░░ ░░░ ░░░░ ░░░░ ░░░░░ ░░░ ░░░░ ░░░░ ░░░ ░░░░░ ░░░ ░░░░ ░░░░ ░░░ ░░░░ ░░░░░░ ░░░ ░░░░ ░░░░ ░░░░░ ░░░ ░░░░ ░░░░░ ░░░ ░░░░ ░░░░ ░░░ ░░░░ ░░░░░░ ░░░ ░░░░ ░░░░ Η ΑΥΣΤΡΙΑΚΗ ΑΠΟΣΥΝΘΕΣΙΣ Η ΟΥΓΓΑΡΙΑ ΑΝΕΞΑΡΤΗΤΟΣ — ΧΩΡΙΣΤΟΝ ΓΕΡΜΑΝΙΚΟΝ ΚΡΑΤΟΣ ΠΑΡΙΣΙΟΙ 12 Οκτωβρίου. ░░░░░ ░░░ ░░░░ ░░░░ ░░░░░ ░░░ ░░░░ ░░░░░ ░░░ ░░░░ ░░░░ ░░░ ░░░░ ░░░░░░ ░░░ ░░░░ Ο κ. ΒΕΝΙΖΕΛΟΣ ΕΝ ΜΕΣΩ ΤΩΝ ΣΥΜΜΑΧΩΝ ░░░░░░ ░░░░ ░░░ ░░░░░ ░░░ ░░░░ ░░░░ ░░░░░ ░░░ ░░░░ ░░░░░ ░░░ ░░░░ ░░░░ ░░░░░ ░░░ ░░░░ ░░░░░ ░░░ ░░░░ ░░░░ ░░░ ░░░░ ░░░░░░ ░░░ ░░░░ ░░░░ ░░░░░ ░░░ ░░░░ Ο ΜΗΤΡΟΠΟΛΙΤΗΣ ΕΝ ΑΜΕΡΙΚΗ ░░░░░░ ░░░░ ░░░ ░░░░░ ░░░ ░░░░ ░░░░ ░░░░░ ░░░ ░░░░ ░░░░░ ░░░ ░░░░ ░░░░ ░░░░░ ░░░ ░░░░ ░░░░░ ░░░ ░░░░ ░░░░ ░░░ ░░░░ ░░░░░░ ░░░ ░░░░ ░░░░ ░░░░░ ░░░ ░░░░ ░░░░░ ░░░ ░░░░ ░░░░ ░░░ ░░░░ ░░░░░░ ░░░ ░░░░ ░░░░ ░░░░░ ░░░ ░░░░ ░░░░ ░░░ ░░░░░ ░░░ ░░░░ ░░░░ ░░░ ░░░░ ░░░░░░ ░░░ ░░░░ ░░░░ ░░░░░ ░░░ ░░░░ ░░░░░ Ο ΕΠΙΣΙΤΙΣΜΟΣ ░░░░░░ ░░░░ ░░░ ░░░░░ ░░░ ░░░░ ░░░░ ░░░░░ ░░░ ░░░░ ░░░░░ ░░░ ░░░░ ░░░░ ░░░░░ ░░░ ░░░░ ░░░░░ ░░░ ░░░░ ΥΠΟΥΡΓΕΙΟΝ ΕΠΙΣΙΤΙΣΜΟΥ ░░░░░░ ░░░░ ░░░ ░░░░░ ░░░ ░░░░ ░░░░ ░░░░░ ░░░ ░░░░ ░░░░░ ░░░ ░░░░ ░░░░ ░░░░░ ░░░ ░░░░ ░░░░░ ░░░ ░░░░ ░░░░ ░░░ ░░░░ ░░░░░░ ░░░ ░░░░ ░░░░ ░░░░░ ΣΥΝΤΟΜΟΙ ΕΙΔΗΣΕΙΣ ░░░░░░ ░░░░ ░░░ ░░░░░ ░░░ ░░░░ ░░░░ ░░░░░ ░░░ ░░░░ ░░░░░ ░░░ ░░░░ ░░░░ ░░░░░ ░░░ ░░░░ ░░░░░ ░░░ ░░░░ ░░░░ ░░░ ░░░░ ░░░░░░ ░░░ ░░░░ ░░░░ ░░░░░ ░░░ ░░░░ ░░░░░ ░░░ ░░░░ ░░░░ ░░░ ░░░░ ░░░░░░ ░░░ ░░░░ ░░░░ ░░░░░ ░░░ ░░░░ ░░░░ ░░░ ░░░░░ ░░░ ░░░░ ░░░░ ░░░ ░░░░ ░░░░░░ ░░░ ░░░░ ░░░░ ░░░░░ ░░░ ░░░░ ░░░░░ ΜΝΗΜΟΣΥΝΟΝ ΗΡΩΟΣ ░░░░░░ ░░░░ ░░░ ░░░░░ ░░░ ░░░░ ░░░░ ░░░░░ ░░░ ░░░░ ░░░░░ ░░░ ░░░░ ░░░░ ░░░░░ ░░░ ░░░░ ░░░░░ ░░░ ░░░░ ░░░░ ░░░ ░░░░ ░░░░░░ ░░░ ░░░░ ░░░░ ░░░░░ ΚΟΙΝΩΝΙΚΑ ░░░░░░ ░░░░ ░░░ ░░░░░ ░░░ ░░░░ ░░░░ ░░░░░ ░░░ ░░░░ ░░░░░ ░░░ ░░░░ ░░░░ ░░░░░ ░░░ ░░░░ ░░░░░ ░░░ ░░░░ ░░░░ ░░░ ░░░░ ░░░░░░ ░░░ ░░░░ ░░░░ ░░░░░ ░░░ ░░░░ ░░░░░ ░░░ ░░░░ ░░░░ ░░░ ░░░░ ░░░░░░ ░░░ ░░░░ ░░░░ ░░░░░ ░░░ ░░░░ ░░░░ ░░░ ░░░░░ bbox=[335, 71, 602, 2283]
heading-apoliseis: ΑΠΟΛΥΣΕΙΣ ΦΙΛΑΔΕΛΦΕΙΑΙ ΤΟΥ ΜΕΓ. ΒΕΖΥΡΟΥ bbox=[1162, 615, 1528, 653]
